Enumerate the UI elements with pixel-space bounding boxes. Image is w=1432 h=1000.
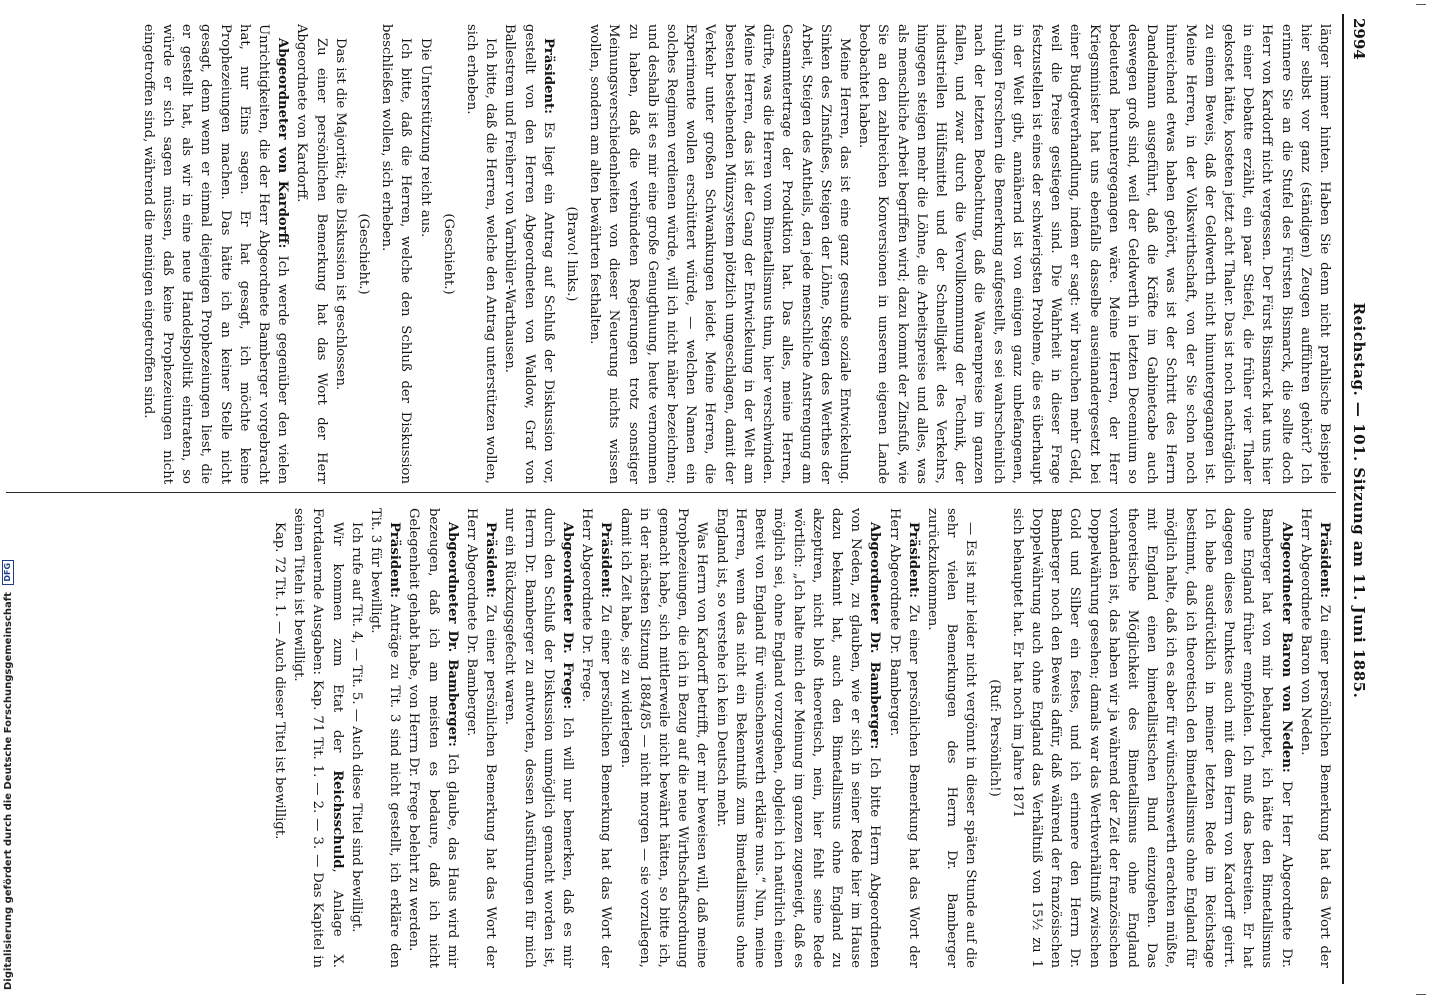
speaker-name: Präsident: [598, 522, 614, 599]
speech-text: Der Herr Abgeordnete Dr. Bamberger hat von mir behauptet, ich hätte den Bimetallismus ohne England früher empfohlen. Ich muß das bestreiten. Er hat dagegen dieses Punktes auch mit dem Herrn von Kardorff geirrt. Ich habe ausdrücklich in meiner letzten Rede im Reichstage bestimmt, daß ich theoretisch den Bimetallismus ohne England für möglich halte, daß ich es aber für wünschenswerth erachten müßte, mit England einen bimetallistischen Bund einzugehen. Das theoretische Möglichkeit des Bimetallismus ohne England vorhanden ist, das haben wir ja während der Zeit der französischen Doppelwährung gesehen; damals war das Werthverhältniß zwischen Gold und Silber ein festes, und ich erinnere den Herrn Dr. Bamberger noch den Beweis dafür, daß während der französischen Doppelwährung auch ohne England das Verhältniß von 15½ zu 1 sich behauptet hat. Er hat noch im Jahre 1871 [1009, 508, 1294, 969]
speech [1296, 508, 1334, 968]
speaker-name: Präsident: [483, 522, 499, 599]
text-run: Wir kommen zum Etat der [329, 522, 345, 771]
page-number: 2994 [1350, 18, 1368, 60]
speech [366, 508, 404, 968]
paragraph: Kap. 72 Tit. 1. — Auch dieser Titel ist bewilligt. [272, 522, 288, 840]
speech-text: Ich glaube, das Haus wird mir bezeugen, daß ich am meisten es bedaure, daß ich nicht Gelegenheit gehabt habe, von Herrn Dr. Frege belehrt zu werden. [406, 508, 460, 968]
interjection: (Ruf: Persönlich!) [986, 679, 1002, 797]
paragraph [289, 508, 347, 968]
scan-edge [1376, 0, 1432, 1000]
paragraph: — Es ist mir leider nicht vergönnt in dieser späten Stunde auf die sehr vielen Bemerkungen des Herrn Dr. Bamberger zurückzukommen. [924, 508, 979, 968]
speech [462, 508, 500, 968]
speaker-name: Abgeordneter Dr. Bamberger: [444, 522, 460, 747]
attribution-text: Digitalisierung gefördert durch die Deutsche Forschungsgemeinschaft [3, 592, 14, 990]
paragraph: Ich bitte, daß die Herren, welche den Schluß der Diskussion beschließen wollen, sich erheben. [379, 24, 414, 484]
speech [404, 508, 462, 968]
speech [1008, 508, 1296, 968]
speech [139, 24, 293, 484]
emphasis: Reichsschuld [329, 770, 345, 869]
speech [884, 508, 922, 968]
paragraph: Zu einer persönlichen Bemerkung hat das Wort der Herr Abgeordnete von Kardorff. [294, 24, 329, 484]
speech [500, 508, 577, 968]
header-rule [1342, 14, 1344, 984]
left-column [139, 24, 1334, 484]
speech [500, 24, 558, 484]
speech-text: Zu einer persönlichen Bemerkung hat das Wort der Herr Abgeordnete Dr. Bamberger. [886, 508, 921, 968]
paragraph: Ich rufe auf Tit. 4, — Tit. 5. — Auch diese Titel sind bewilligt. [348, 522, 364, 933]
digitization-sidebar [0, 0, 18, 1000]
speaker-name: Präsident: [540, 38, 556, 115]
speech-text: Zu einer persönlichen Bemerkung hat das Wort der Herr Abgeordnete Dr. Bamberger. [464, 508, 499, 968]
speech-text: Anträge zu Tit. 3 sind nicht gestellt, ich erkläre den Tit. 3 für bewilligt. [368, 508, 403, 968]
scan-mark [1416, 4, 1426, 5]
paragraph: Meine Herren, das ist eine ganz gesunde soziale Entwickelung. Sinken des Zinsfußes, Steigen der Löhne, Steigen des Werthes der Arbeit, Steigen des Antheils, den jede menschliche Anstrengung am Gesammtertrage der Produktion hat. Das alles, meine Herren, dürfte, was die Herren vom Bimetallismus thun, hier verschwinden. Meine Herren, das ist der Gang der Entwickelung in der Welt am besten bestehenden Münzsystem plötzlich umgeschlagen, damit der Verkehr unter großen Schwankungen leidet. Meine Herren, die Experimente wollen erschüttert würde, — welchen Namen ein solches Regimen verdienen würde, will ich nicht näher bezeichnen; und deshalb ist es mir eine große Genugthuung, heute vernommen zu haben, daß die verbündeten Regierungen trotz sonstiger Meinungsverschiedenheiten von dieser Neuerung nichts wissen wollen, sondern am alten bewährten festhalten. [587, 24, 852, 484]
dfg-logo: DFG [2, 560, 14, 585]
right-column [270, 508, 1334, 968]
sidebar-text [2, 10, 14, 990]
paragraph: Was Herrn von Kardorff betrifft, der mir beweisen will, daß meine Prophezeiungen, die ich in Bezug auf die neue Wirthschaftsordnung gemacht habe, sich mittlerweile nicht bewährt hätten, so bitte ich, in der nächsten Sitzung 1884/85 — nicht morgen — sie vorzulegen, damit ich Zeit habe, sie zu widerlegen. [617, 508, 710, 968]
interjection: (Bravo! links.) [564, 206, 580, 302]
speech-text: Ich bitte Herrn Abgeordneten von Neden, zu glauben, wie er sich in seiner Rede hier im Hause dazu bekannt hat, auch den Bimetallismus ohne England zu akzeptiren, nicht bloß theoretisch, nein, hier fehlt seine Rede wörtlich: „Ich halte mich der Meinung im ganzen zugeneigt, daß es möglich sei, ohne England vorzugehen, obgleich ich natürlich einen Bereit von England für wünschenswerth erkläre mus.“ Nun, meine Herren, wenn das nicht ein Bekenntniß zum Bimetallismus ohne England ist, so verstehe ich kein Deutsch mehr. [713, 508, 883, 968]
running-head: Reichstag. — 101. Sitzung am 11. Juni 1885. [1350, 302, 1368, 699]
speech-text: Zu einer persönlichen Bemerkung hat das Wort der Herr Abgeordnete Baron von Neden. [1297, 508, 1332, 968]
speaker-name: Abgeordneter Baron von Neden: [1278, 522, 1294, 773]
speaker-name: Abgeordneter Dr. Frege: [560, 522, 576, 710]
speech-text: Ich will nur bemerken, daß es mir durch den Schluß der Diskussion unmöglich gemacht worden ist, Herrn Dr. Bamberger zu antworten, dessen Ausführungen für mich nur ein Rückzugsgefecht waren. [502, 508, 576, 968]
text-run: , Anlage X. Fortdauernde Ausgaben: Kap. 71 Tit. 1. — 2. — 3. — Das Kapitel in seinen Titeln ist bewilligt. [291, 508, 345, 968]
speech [712, 508, 885, 968]
speech-text: Es liegt ein Antrag auf Schluß der Diskussion vor, gestellt von den Herren Abgeordneten von Waldow, Graf von Ballestrem und Freiherr von Varnbüler-Warthausen. [502, 24, 556, 484]
interjection: (Geschieht.) [440, 213, 456, 295]
interjection: (Geschieht.) [356, 213, 372, 295]
paragraph: Ich bitte, daß die Herren, welche den Antrag unterstützen wollen, sich erheben. [464, 24, 499, 484]
paragraph: länger immer hinten. Haben Sie denn nicht prahlische Beispiele hier selbst vor ganz (ständigen) Zeugen aufführen gehört? Ich erinnere Sie an die Stufel des Fürsten Bismarck, die sollte doch Herr von Kardorff nicht vergessen. Der Fürst Bismarck hat uns hier in einer Debatte erzählt, ein paar Stiefel, die früher vier Thaler gekostet hätte, kosteten jetzt acht Thaler. Das ist noch nachträglich zu einem Beweis, daß der Geldwerth nicht hinuntergegangen ist. Meine Herren, in der Volkswirthschaft, von der Sie schon noch hinreichend etwas haben gehört, was ist der Schritt des Herrn Dandelmann ausgeführt, daß die Kräfte im Gabinetcabe auch deswegen groß sind, weil der Geldwerth in letzten Decennium so bedeutend heruntergegangen wäre. Meine Herren, der Herr Kriegsminister hat uns ebenfalls dasselbe auseinandergesetzt bei einer Budgetverhandlung, indem er sagt: wir brauchen mehr Geld, weil die Preise gestiegen sind. Die Wahrheit in dieser Frage festzustellen ist eines der schwierigsten Probleme, die es überhaupt in der Welt gibt, annähernd ist von einigen ganz unbefangenen, ruhigen Forschern die Bemerkung aufgestellt, es sei wahrscheinlich nach der letzten Beobachtung, daß die Waarenpreise im ganzen fallen, und zwar durch die Vervollkommnung der Technik, der industriellen Hülfsmittel und der Schnelligkeit des Verkehrs, hingegen steigen mehr die Löhne, die Arbeitspreise und alles, was als menschliche Arbeit begriffen wird; dazu kommt der Zinsfuß, wie Sie an den zahlreichen Konversionen in unserem eigenen Lande beobachtet haben. [856, 24, 1332, 484]
scan-mark [1416, 994, 1426, 995]
speaker-name: Abgeordneter von Kardorff: [275, 38, 291, 249]
speech-text: Zu einer persönlichen Bemerkung hat das Wort der Herr Abgeordnete Dr. Frege. [579, 508, 614, 968]
speaker-name: Präsident: [1317, 522, 1332, 599]
column-divider [6, 492, 1336, 493]
page-header [1344, 18, 1368, 983]
speaker-name: Präsident: [387, 522, 403, 599]
speech-text: Ich werde gegenüber den vielen Unrichtigkeiten, die der Herr Abgeordnete Bamberger vorgebracht hat, nur Eins sagen. Er hat gesagt, ich möchte keine Prophezeiungen machen. Das hätte ich an keiner Stelle nicht gesagt, denn wenn er einmal diejenigen Prophezeiungen liest, die er gestellt hat, als wir in eine neue Handelspolitik eintraten, so würde er sich sagen müssen, daß keine Prophezeiungen nicht eingetroffen sind, während die meinigen eingetroffen sind. [140, 24, 291, 484]
speaker-name: Präsident: [905, 522, 921, 599]
paragraph: Die Unterstützung reicht aus. [417, 38, 433, 238]
speaker-name: Abgeordneter Dr. Bamberger: [867, 522, 883, 750]
speech [577, 508, 615, 968]
paragraph: Das ist die Majorität; die Diskussion ist geschlossen. [332, 38, 348, 391]
